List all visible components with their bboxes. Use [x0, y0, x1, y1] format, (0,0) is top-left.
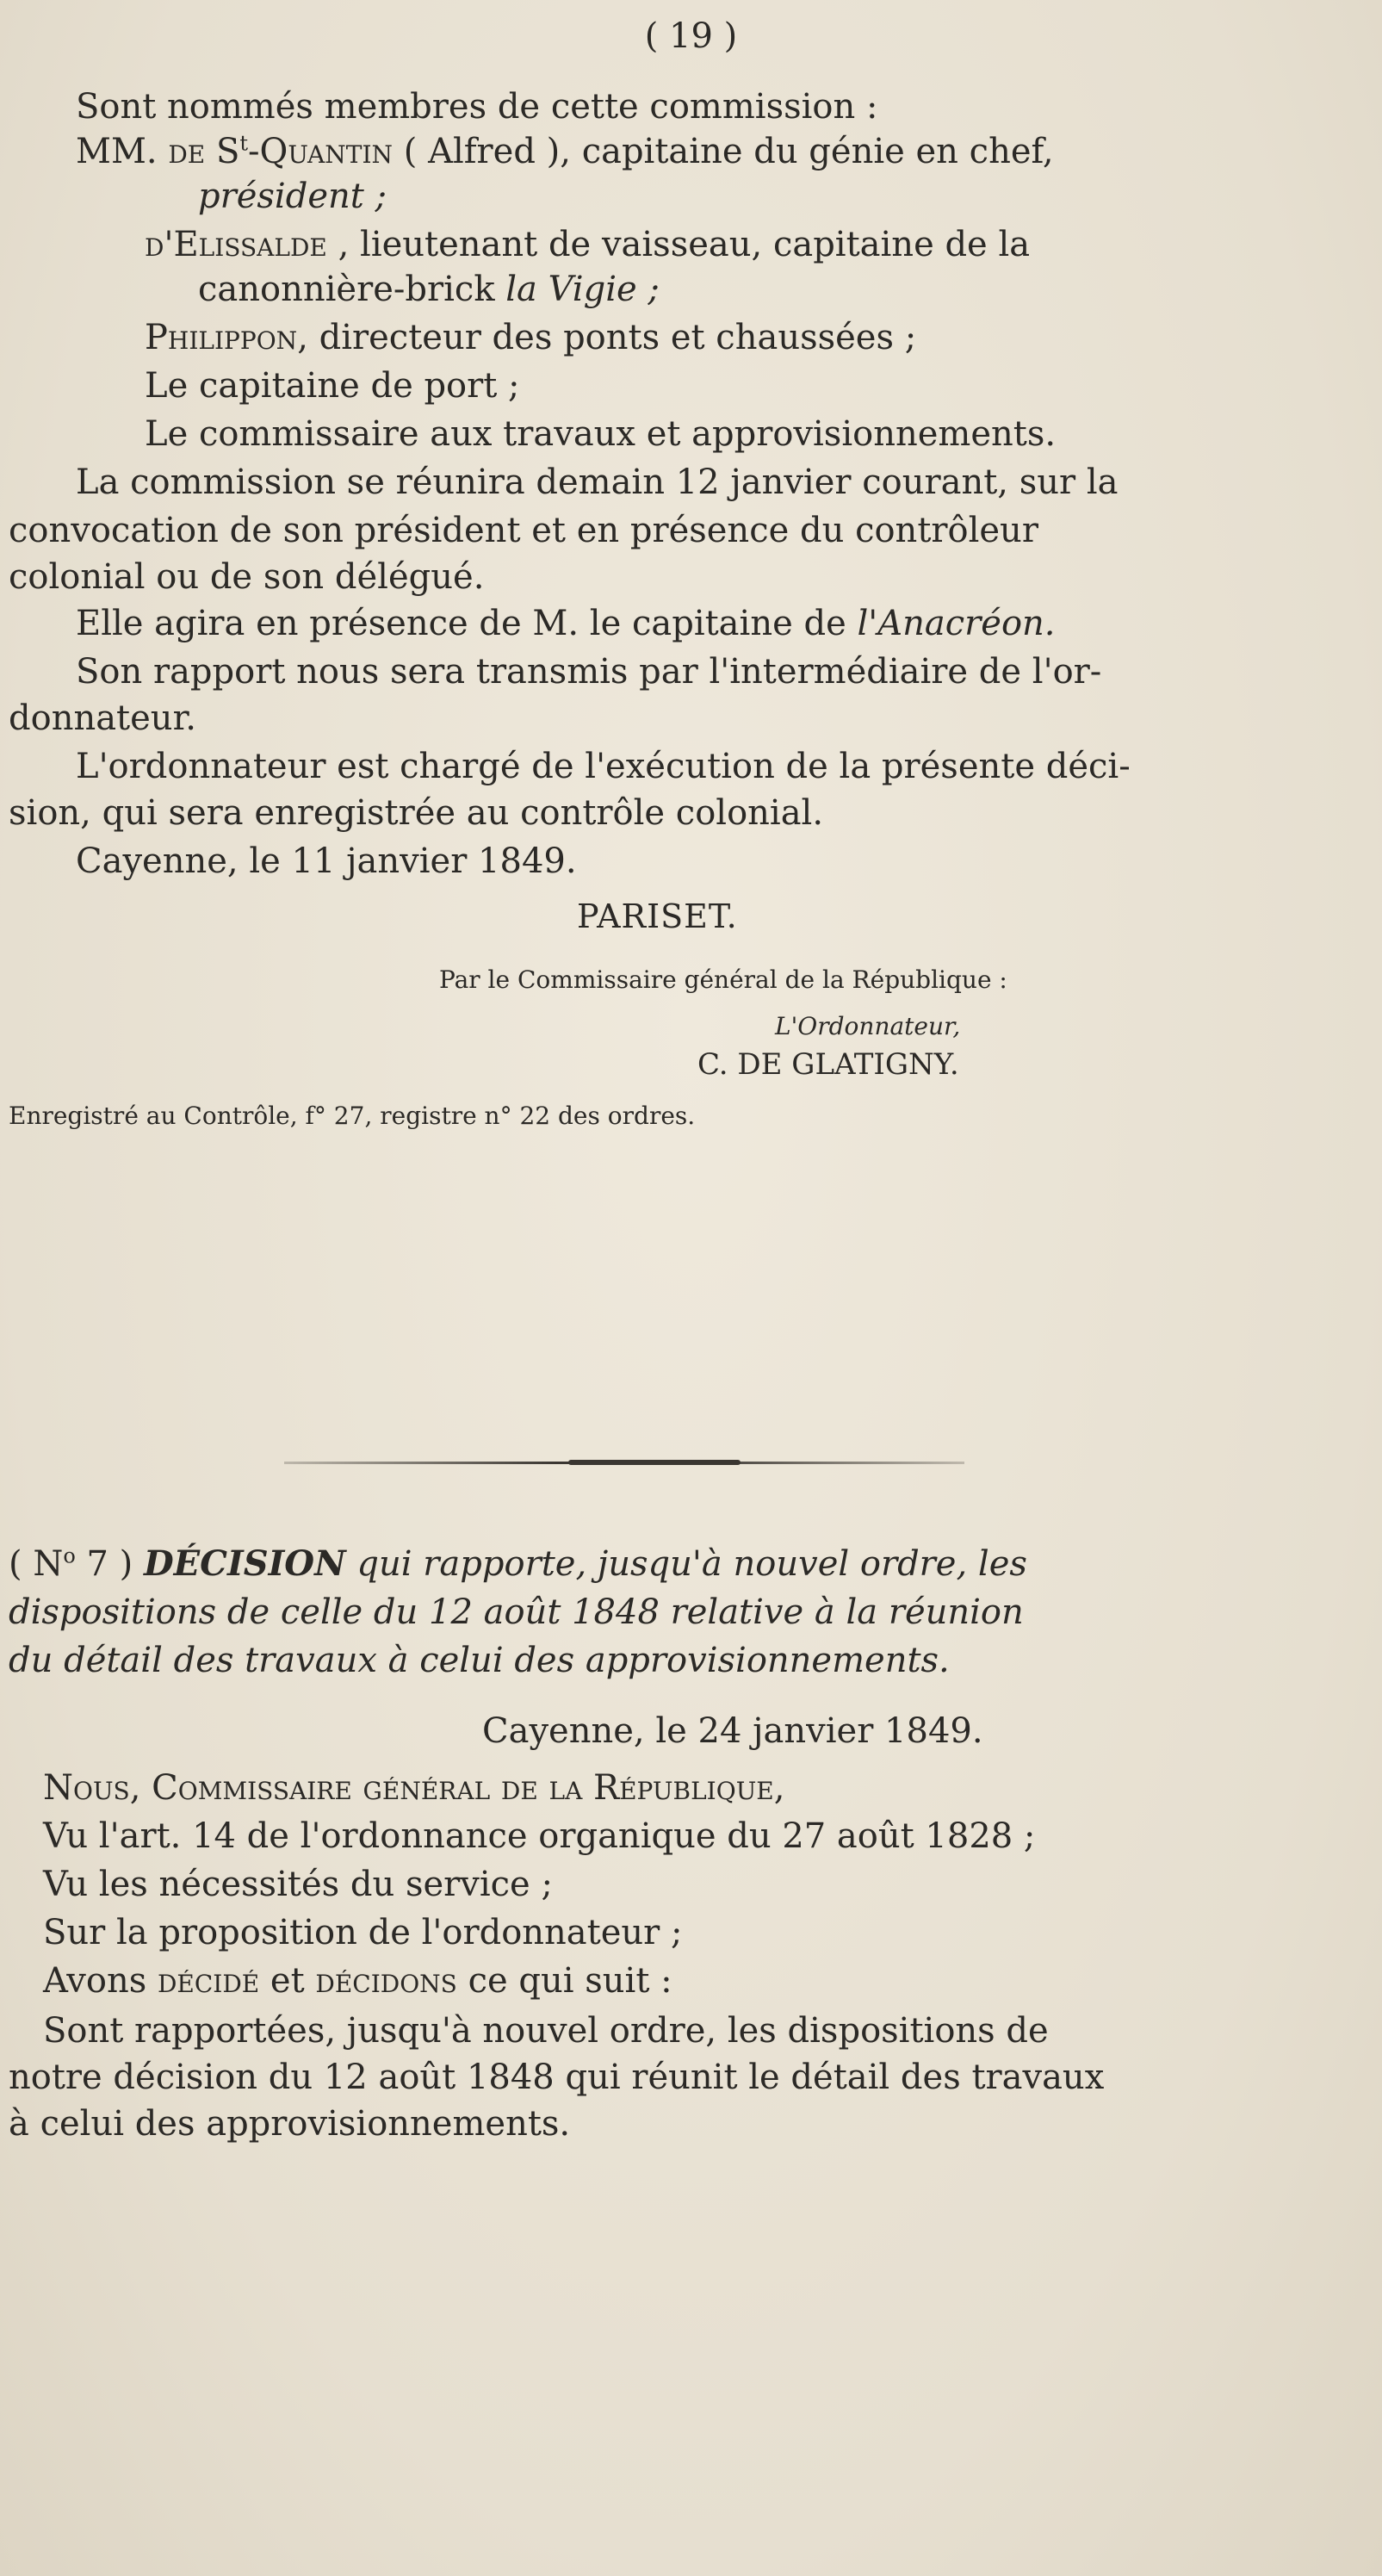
text-line: Son rapport nous sera transmis par l'intermédiaire de l'or-	[76, 652, 1102, 692]
text-segment: ( N	[9, 1544, 64, 1584]
text-line: Le capitaine de port ;	[145, 366, 520, 406]
text-line: à celui des approvisionnements.	[9, 2104, 571, 2144]
text-segment: de	[168, 132, 206, 171]
text-segment: d'Elissalde	[145, 225, 327, 264]
text-line: sion, qui sera enregistrée au contrôle colonial.	[9, 793, 824, 833]
text-line: Vu l'art. 14 de l'ordonnance organique du 27 août 1828 ;	[43, 1816, 1036, 1856]
text-segment: décidons	[315, 1961, 457, 2001]
divider-rule	[568, 1460, 741, 1465]
text-segment: DÉCISION	[143, 1543, 346, 1584]
decision-heading: du détail des travaux à celui des approvisionnements.	[9, 1641, 950, 1680]
text-segment: la Vigie ;	[505, 270, 660, 309]
text-line	[76, 131, 1054, 172]
text-line	[145, 317, 916, 358]
text-segment: MM.	[76, 132, 169, 171]
text-segment: 7 )	[75, 1544, 144, 1584]
text-segment: S	[215, 132, 240, 171]
text-line: Sur la proposition de l'ordonnateur ;	[43, 1913, 683, 1952]
text-line: donnateur.	[9, 698, 197, 738]
text-line: Par le Commissaire général de la République :	[439, 965, 1007, 994]
text-line	[145, 224, 1030, 265]
text-line: Sont rapportées, jusqu'à nouvel ordre, les dispositions de	[43, 2011, 1049, 2051]
text-segment: Elle agira en présence de M. le capitaine de	[76, 604, 858, 643]
text-segment: , lieutenant de vaisseau, capitaine de la	[326, 225, 1031, 264]
text-segment: Avons	[43, 1961, 158, 2001]
text-segment: qui rapporte, jusqu'à nouvel ordre, les	[345, 1544, 1027, 1584]
text-segment: ( Alfred ), capitaine du génie en chef,	[393, 132, 1054, 171]
decision-heading	[9, 1543, 1027, 1585]
text-line: Le commissaire aux travaux et approvisionnements.	[145, 414, 1057, 454]
text-segment: décidé	[157, 1961, 260, 2001]
text-line: Vu les nécessités du service ;	[43, 1865, 553, 1904]
text-line: Sont nommés membres de cette commission :	[76, 87, 878, 127]
text-line: L'Ordonnateur,	[775, 1012, 961, 1040]
text-line: convocation de son président et en présence du contrôleur	[9, 511, 1038, 550]
text-line: notre décision du 12 août 1848 qui réunit le détail des travaux	[9, 2058, 1105, 2097]
signature: C. DE GLATIGNY.	[697, 1047, 959, 1082]
text-line: L'ordonnateur est chargé de l'exécution de la présente déci-	[76, 747, 1131, 786]
date-line: Cayenne, le 24 janvier 1849.	[482, 1711, 983, 1751]
text-line	[198, 269, 660, 310]
text-segment: o	[63, 1543, 76, 1568]
text-line	[76, 603, 1056, 644]
text-segment: -Quantin	[248, 132, 394, 171]
signature: PARISET.	[577, 897, 738, 935]
text-segment: , directeur des ponts et chaussées ;	[297, 318, 917, 357]
text-line: Nous, Commissaire général de la République,	[43, 1768, 785, 1808]
decision-heading: dispositions de celle du 12 août 1848 relative à la réunion	[9, 1592, 1024, 1632]
text-line	[43, 1960, 672, 2002]
text-line: président ;	[198, 177, 387, 216]
text-line: Cayenne, le 11 janvier 1849.	[76, 841, 577, 881]
text-segment: ce qui suit :	[456, 1961, 672, 2001]
page-number: ( 19 )	[644, 16, 738, 56]
text-segment: l'Anacréon.	[857, 604, 1056, 643]
text-line: La commission se réunira demain 12 janvier courant, sur la	[76, 462, 1119, 502]
text-line: colonial ou de son délégué.	[9, 557, 485, 597]
registration-note: Enregistré au Contrôle, f° 27, registre n° 22 des ordres.	[9, 1102, 696, 1130]
text-segment: canonnière-brick	[198, 270, 506, 309]
text-segment: Philippon	[145, 318, 298, 357]
text-segment: t	[239, 131, 249, 156]
text-segment: et	[259, 1961, 316, 2001]
